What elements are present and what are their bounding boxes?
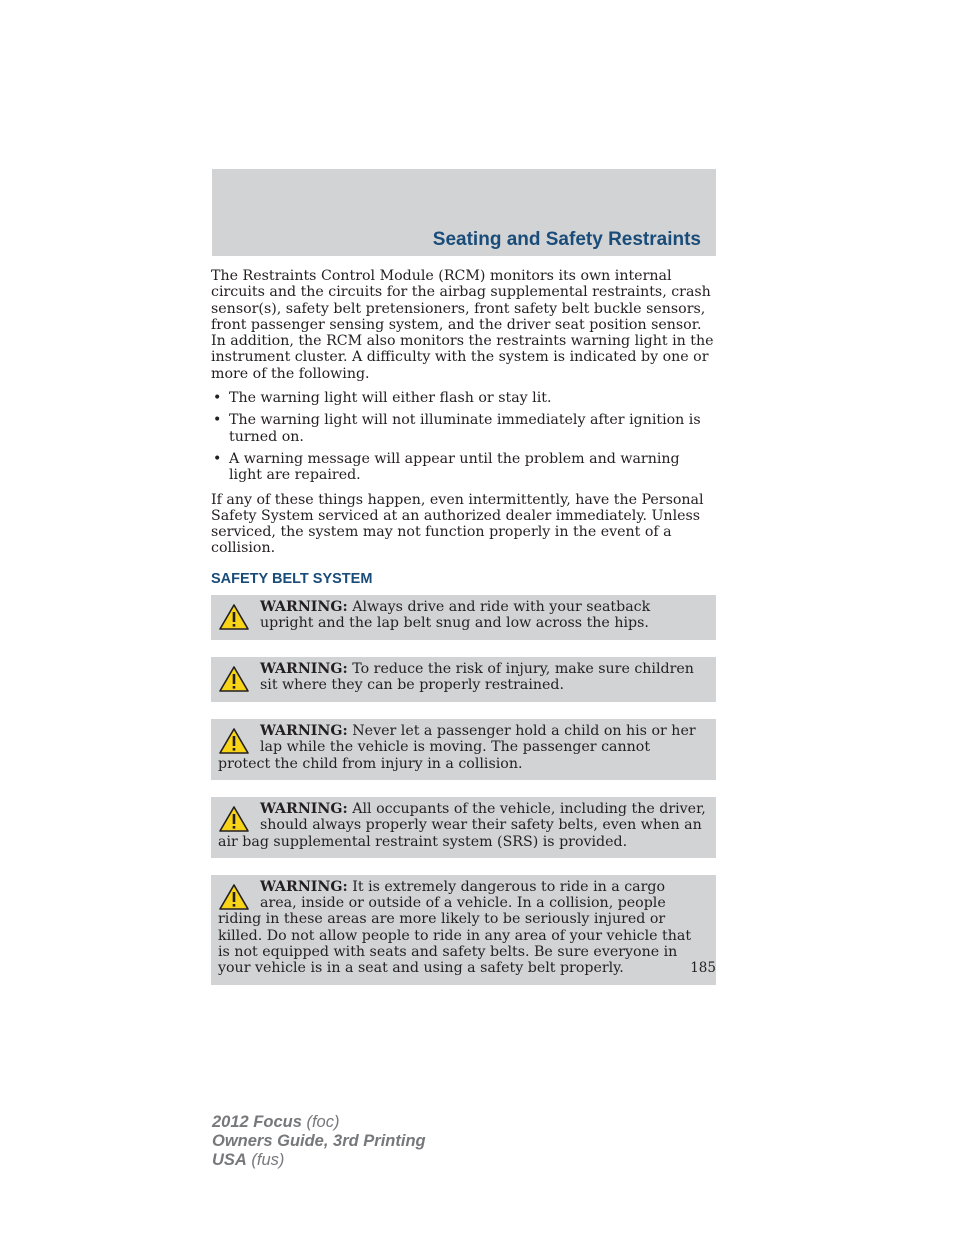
list-item [211,412,716,445]
page-number: 185 [690,960,716,976]
footer-line-market [212,1151,426,1170]
warning-triangle-icon [218,665,250,693]
bullet-symbol: • [213,390,222,407]
bullet-list [211,390,716,483]
footer-line-model [212,1113,426,1132]
page-title: Seating and Safety Restraints [432,229,701,250]
footer-market-code: (fus) [246,1151,285,1169]
warning-triangle-icon [218,883,250,911]
footer-model: 2012 Focus [212,1113,302,1131]
warning-label: WARNING: [260,723,348,740]
warning-triangle-icon [218,727,250,755]
warning-box [211,657,716,702]
main-content [211,268,716,1002]
warning-label: WARNING: [260,800,348,817]
followup-paragraph: If any of these things happen, even intermittently, have the Personal Safety System serviced at an authorized dealer immediately. Unless serviced, the system may not function properly in the event of a collision. [211,491,704,557]
warning-text: Never let a passenger hold a child on his or her lap while the vehicle is moving. The passenger cannot protect the child from injury in a collision. [218,723,696,772]
header-band [212,169,716,256]
warning-box [211,719,716,780]
intro-paragraph: The Restraints Control Module (RCM) monitors its own internal circuits and the circuits for the airbag supplemental restraints, crash sensor(s), safety belt pretensioners, front safety belt buckle sensors, front passenger sensing system, and the driver seat position sensor. In addition, the RCM also monitors the restraints warning light in the instrument cluster. A difficulty with the system is indicated by one or more of the following. [211,268,714,382]
footer-line-guide [212,1132,426,1151]
warning-box [211,595,716,640]
warning-label: WARNING: [260,599,348,616]
bullet-symbol: • [213,450,222,467]
footer-model-code: (foc) [301,1113,340,1131]
warning-triangle-icon [218,805,250,833]
warning-label: WARNING: [260,661,348,678]
bullet-text: The warning light will not illuminate immediately after ignition is turned on. [229,412,701,445]
warning-text: It is extremely dangerous to ride in a cargo area, inside or outside of a vehicle. In a collision, people riding in these areas are more likely to be seriously injured or killed. Do not allow people to ride in any area of your vehicle that is not equipped with seats and safety belts. Be sure everyone in your vehicle is in a seat and using a safety belt properly. [218,878,692,977]
warning-box [211,797,716,858]
warning-triangle-icon [218,603,250,631]
bullet-symbol: • [213,412,222,429]
section-heading: SAFETY BELT SYSTEM [211,570,373,587]
footer-guide: Owners Guide, 3rd Printing [212,1132,426,1150]
list-item [211,451,716,484]
footer [212,1113,426,1170]
footer-market: USA [212,1151,247,1169]
warning-text: All occupants of the vehicle, including the driver, should always properly wear their safety belts, even when an air bag supplemental restraint system (SRS) is provided. [218,800,706,850]
warning-label: WARNING: [260,878,348,895]
bullet-text: The warning light will either flash or stay lit. [229,390,552,407]
warning-text: Always drive and ride with your seatback upright and the lap belt snug and low across the hips. [260,599,651,632]
list-item [211,390,716,406]
bullet-text: A warning message will appear until the problem and warning light are repaired. [229,450,680,484]
warning-text: To reduce the risk of injury, make sure children sit where they can be properly restrained. [260,661,694,694]
